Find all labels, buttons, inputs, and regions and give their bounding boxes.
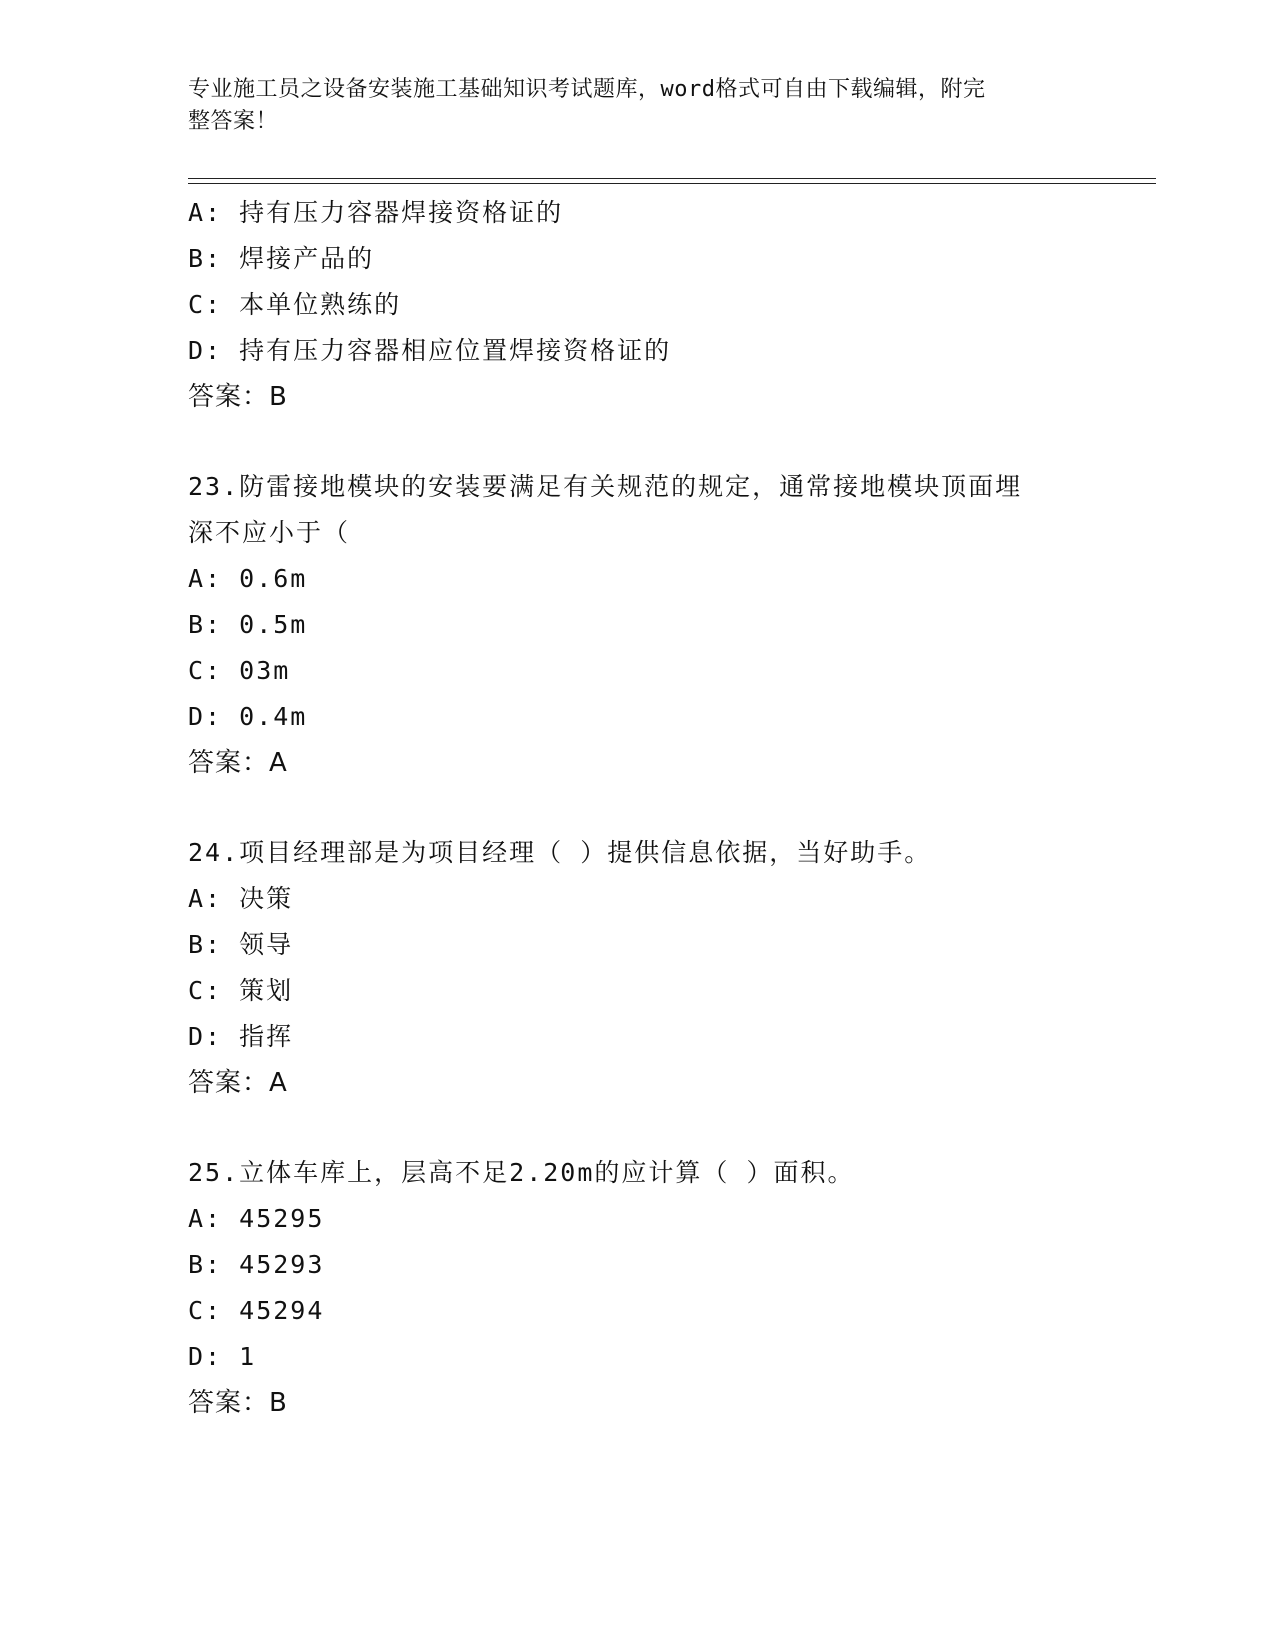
option-c: C: 本单位熟练的 xyxy=(188,290,402,319)
answer-line: 答案：B xyxy=(188,382,288,412)
question-25 xyxy=(188,1150,1088,1426)
question-stem-line: 24.项目经理部是为项目经理（ ）提供信息依据，当好助手。 xyxy=(188,838,932,867)
option-b: B: 0.5m xyxy=(188,610,308,639)
option-b: B: 焊接产品的 xyxy=(188,244,375,273)
question-24 xyxy=(188,830,1088,1106)
header-line-1: 专业施工员之设备安装施工基础知识考试题库，word格式可自由下载编辑，附完 xyxy=(188,77,986,102)
option-a: A: 决策 xyxy=(188,884,294,913)
option-c: C: 03m xyxy=(188,656,291,685)
option-a: A: 0.6m xyxy=(188,564,308,593)
question-22-continued xyxy=(188,190,1088,420)
header-divider-top xyxy=(188,178,1156,179)
option-d: D: 持有压力容器相应位置焊接资格证的 xyxy=(188,336,672,365)
answer-line: 答案：A xyxy=(188,748,288,778)
option-a: A: 持有压力容器焊接资格证的 xyxy=(188,198,564,227)
option-a: A: 45295 xyxy=(188,1204,325,1233)
header-divider-bottom xyxy=(188,183,1156,184)
option-b: B: 领导 xyxy=(188,930,294,959)
question-stem-line: 深不应小于（ xyxy=(188,518,351,547)
option-c: C: 策划 xyxy=(188,976,294,1005)
option-d: D: 0.4m xyxy=(188,702,308,731)
question-list xyxy=(188,190,1088,1426)
question-23 xyxy=(188,464,1088,786)
header-line-2: 整答案！ xyxy=(188,109,279,134)
document-header xyxy=(188,74,1068,138)
option-c: C: 45294 xyxy=(188,1296,325,1325)
question-stem-line: 25.立体车库上，层高不足2.20m的应计算（ ）面积。 xyxy=(188,1158,855,1187)
answer-line: 答案：A xyxy=(188,1068,288,1098)
answer-line: 答案：B xyxy=(188,1388,288,1418)
question-stem-line: 23.防雷接地模块的安装要满足有关规范的规定，通常接地模块顶面埋 xyxy=(188,472,1023,501)
option-d: D: 1 xyxy=(188,1342,257,1371)
option-b: B: 45293 xyxy=(188,1250,325,1279)
option-d: D: 指挥 xyxy=(188,1022,294,1051)
